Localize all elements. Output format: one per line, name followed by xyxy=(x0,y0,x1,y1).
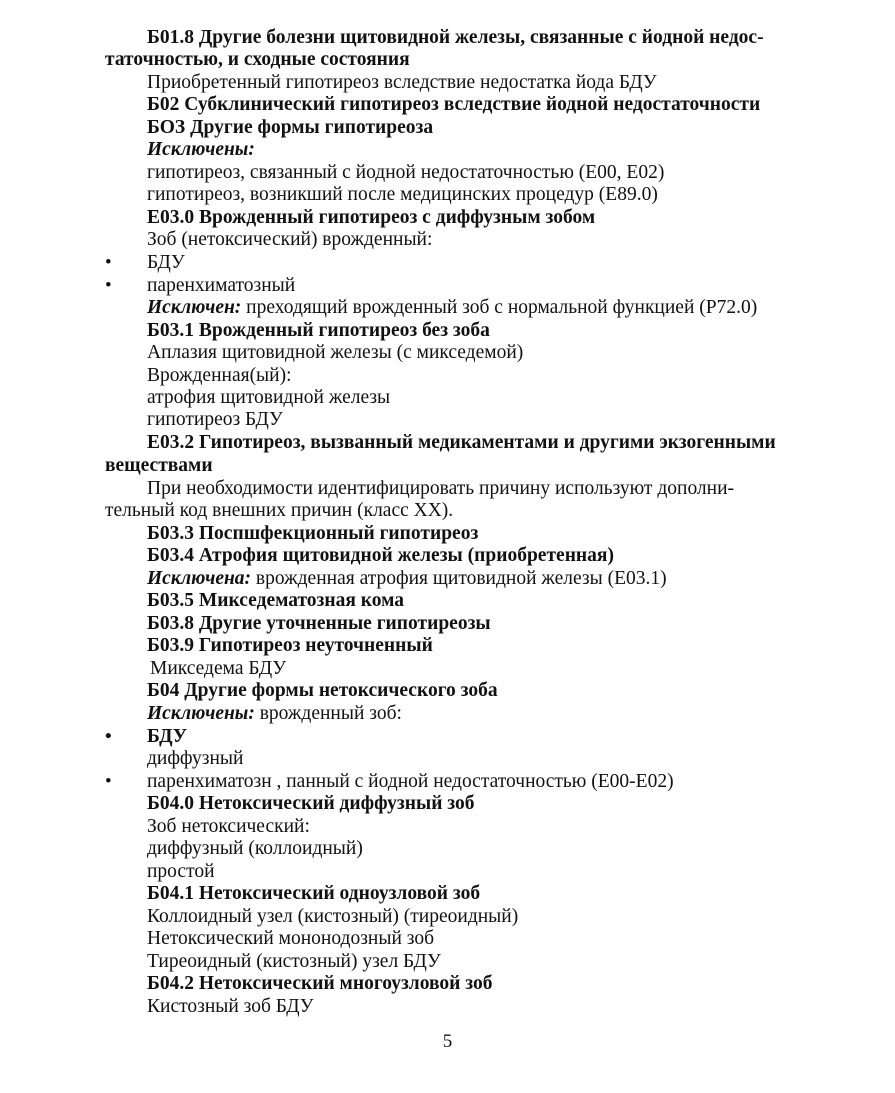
exclusion-line xyxy=(147,703,402,725)
heading-e01-8-cont: таточностью, и сходные состояния xyxy=(105,49,410,70)
heading-e03-9: Б03.9 Гипотиреоз неуточненный xyxy=(147,635,433,656)
text-line: простой xyxy=(147,861,215,882)
list-item: паренхиматозный xyxy=(147,275,296,296)
list-item: диффузный xyxy=(147,748,244,769)
heading-e04-1: Б04.1 Нетоксический одноузловой зоб xyxy=(147,883,481,904)
list-item: БДУ xyxy=(147,726,188,747)
exclusion-text: врожденный зоб: xyxy=(254,703,402,724)
exclusions-label: Исключены: xyxy=(147,139,255,160)
text-line: Врожденная(ый): xyxy=(147,365,292,386)
text-line: Тиреоидный (кистозный) узел БДУ xyxy=(147,951,441,972)
bullet-marker: • xyxy=(105,726,112,747)
text-line: тельный код внешних причин (класс XX). xyxy=(105,500,454,521)
exclusion-text: врожденная атрофия щитовидной железы (Е03.1) xyxy=(251,568,667,589)
text-line: Микседема БДУ xyxy=(150,658,287,679)
exclusion-line xyxy=(147,297,757,319)
heading-e02: Б02 Субклинический гипотиреоз вследствие йодной недостаточности xyxy=(147,94,761,115)
heading-e03-3: Б03.3 Поспшфекционный гипотиреоз xyxy=(147,523,479,544)
text-line: гипотиреоз, возникший после медицинских процедур (Е89.0) xyxy=(147,184,658,205)
page-number: 5 xyxy=(442,1031,453,1052)
exclusion-label: Исключен: xyxy=(147,297,242,318)
text-line: гипотиреоз БДУ xyxy=(147,409,283,430)
heading-e04-2: Б04.2 Нетоксический многоузловой зоб xyxy=(147,973,493,994)
list-item: БДУ xyxy=(147,252,185,273)
heading-e03-2: Е03.2 Гипотиреоз, вызванный медикаментами и другими экзогенными xyxy=(147,432,776,453)
text-line: При необходимости идентифицировать причину используют дополни- xyxy=(147,478,735,499)
text-line: Нетоксический мононодозный зоб xyxy=(147,928,435,949)
text-line: Зоб (нетоксический) врожденный: xyxy=(147,229,433,250)
exclusion-label: Исключены: xyxy=(147,703,255,724)
bullet-marker: • xyxy=(105,275,112,296)
text-line: атрофия щитовидной железы xyxy=(147,387,391,408)
text-line: Приобретенный гипотиреоз вследствие недостатка йода БДУ xyxy=(147,72,657,93)
heading-e03-8: Б03.8 Другие уточненные гипотиреозы xyxy=(147,613,491,634)
bullet-marker: • xyxy=(105,771,112,792)
text-line: Аплазия щитовидной железы (с микседемой) xyxy=(147,342,524,363)
heading-e03-5: Б03.5 Микседематозная кома xyxy=(147,590,405,611)
exclusion-text: преходящий врожденный зоб с нормальной функцией (Р72.0) xyxy=(241,297,758,318)
heading-e01-8: Б01.8 Другие болезни щитовидной железы, связанные с йодной недос- xyxy=(147,27,764,48)
exclusion-line xyxy=(147,568,667,590)
text-line: Зоб нетоксический: xyxy=(147,816,310,837)
heading-e03-4: Б03.4 Атрофия щитовидной железы (приобретенная) xyxy=(147,545,614,566)
heading-e03: БОЗ Другие формы гипотиреоза xyxy=(147,117,434,138)
exclusion-label: Исключена: xyxy=(147,568,252,589)
heading-e04: Б04 Другие формы нетоксического зоба xyxy=(147,680,498,701)
list-item: паренхиматозн , панный с йодной недостаточностью (Е00-Е02) xyxy=(147,771,674,792)
heading-e03-0: Е03.0 Врожденный гипотиреоз с диффузным зобом xyxy=(147,207,596,228)
text-line: Кистозный зоб БДУ xyxy=(147,996,314,1017)
heading-e04-0: Б04.0 Нетоксический диффузный зоб xyxy=(147,793,475,814)
text-line: Коллоидный узел (кистозный) (тиреоидный) xyxy=(147,906,519,927)
heading-e03-2-cont: веществами xyxy=(105,455,213,476)
text-line: гипотиреоз, связанный с йодной недостаточностью (Е00, Е02) xyxy=(147,162,665,183)
heading-e03-1: Б03.1 Врожденный гипотиреоз без зоба xyxy=(147,320,490,341)
text-line: диффузный (коллоидный) xyxy=(147,838,363,859)
bullet-marker: • xyxy=(105,252,112,273)
